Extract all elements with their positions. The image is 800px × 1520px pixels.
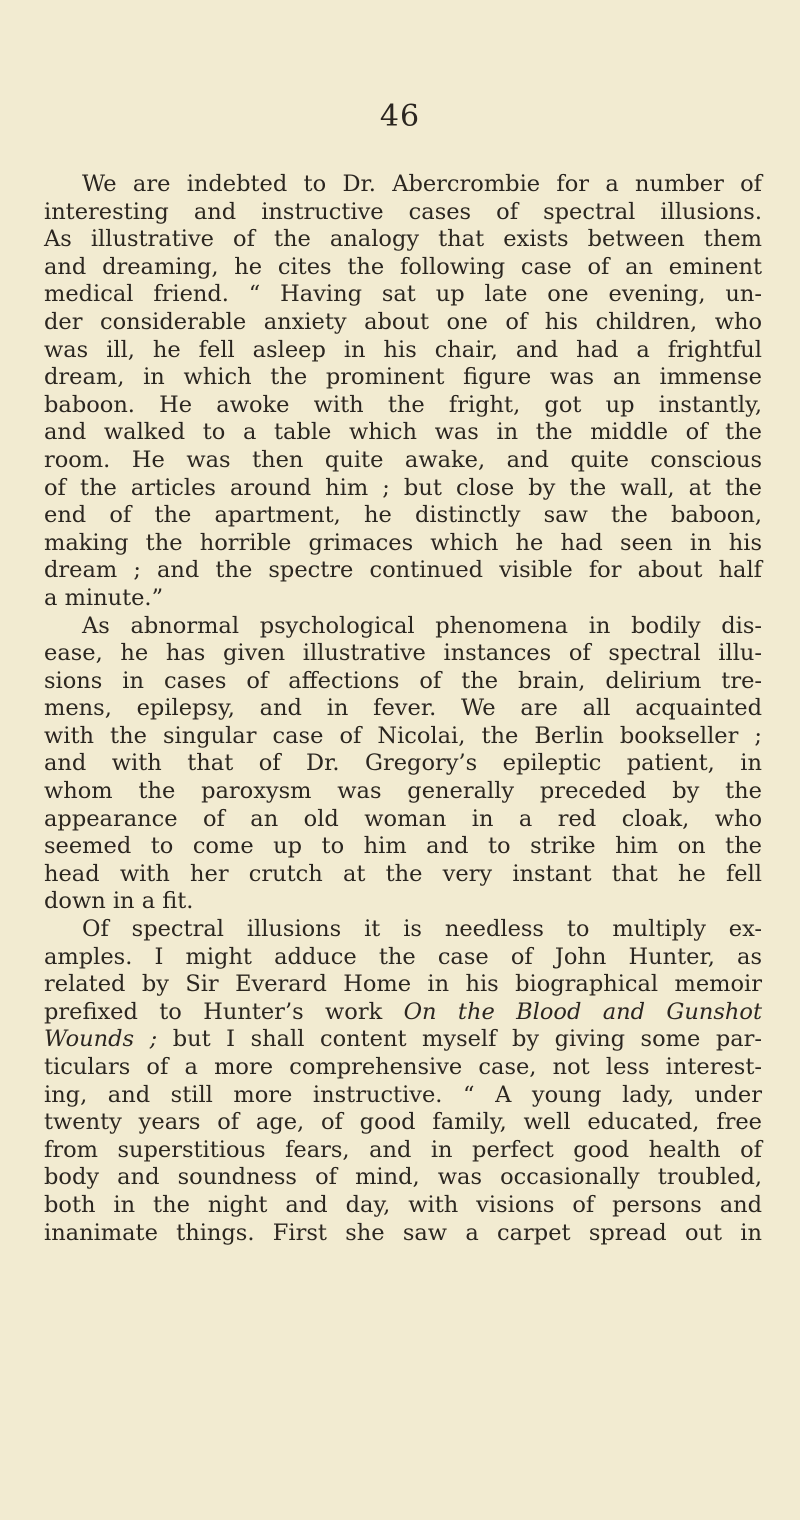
line-text: head with her crutch at the very instant that he fell <box>44 860 762 887</box>
line-text: ease, he has given illustrative instances of spectral illu- <box>44 640 762 667</box>
line-text: inanimate things. First she saw a carpet spread out in <box>44 1219 762 1246</box>
line-text: and walked to a table which was in the middle of the <box>44 419 762 446</box>
text-line <box>44 419 762 447</box>
text-line <box>44 668 762 696</box>
text-line <box>44 750 762 778</box>
page-number: 46 <box>379 99 421 134</box>
line-text: and with that of Dr. Gregory’s epileptic patient, in <box>44 750 762 777</box>
text-line <box>44 723 762 751</box>
line-text: both in the night and day, with visions of persons and <box>44 1191 762 1218</box>
text-line <box>44 861 762 889</box>
text-line <box>44 1192 762 1220</box>
line-text: of the articles around him ; but close by the wall, at the <box>44 474 762 501</box>
text-line <box>44 447 762 475</box>
italic-title: On the Blood and Gunshot <box>403 998 762 1025</box>
text-line <box>44 1109 762 1137</box>
line-text: making the horrible grimaces which he had seen in his <box>44 529 762 556</box>
line-text: whom the paroxysm was generally preceded by the <box>44 778 762 805</box>
line-text: with the singular case of Nicolai, the Berlin bookseller ; <box>44 722 762 749</box>
line-text: Of spectral illusions it is needless to multiply ex- <box>82 916 762 943</box>
text-line <box>44 475 762 503</box>
text-line <box>44 226 762 254</box>
text-line <box>44 281 762 309</box>
line-text: amples. I might adduce the case of John Hunter, as <box>44 943 762 970</box>
text-line <box>44 199 762 227</box>
line-text: was ill, he fell asleep in his chair, and had a frightful <box>44 336 762 363</box>
text-line <box>44 944 762 972</box>
line-text: related by Sir Everard Home in his biographical memoir <box>44 971 762 998</box>
text-line <box>44 1164 762 1192</box>
line-text: der considerable anxiety about one of his children, who <box>44 308 762 335</box>
line-text: mens, epilepsy, and in fever. We are all acquainted <box>44 695 762 722</box>
text-line <box>44 1054 762 1082</box>
text-line <box>44 695 762 723</box>
text-line <box>44 309 762 337</box>
text-line <box>44 916 762 944</box>
text-line <box>44 888 762 916</box>
line-text: sions in cases of affections of the brain, delirium tre- <box>44 667 762 694</box>
line-text: interesting and instructive cases of spectral illusions. <box>44 198 762 225</box>
text-line <box>44 1082 762 1110</box>
line-text: end of the apartment, he distinctly saw the baboon, <box>44 502 762 529</box>
text-line <box>44 171 762 199</box>
italic-title: Wounds ; <box>44 1026 158 1053</box>
line-text: As abnormal psychological phenomena in bodily dis- <box>82 612 762 639</box>
line-text: a minute.” <box>44 584 164 611</box>
line-text: medical friend. “ Having sat up late one evening, un- <box>44 281 762 308</box>
text-line <box>44 778 762 806</box>
line-text: seemed to come up to him and to strike him on the <box>44 833 762 860</box>
line-text: dream ; and the spectre continued visible for about half <box>44 557 762 584</box>
line-text: dream, in which the prominent figure was an immense <box>44 364 762 391</box>
text-line <box>44 833 762 861</box>
text-line <box>44 806 762 834</box>
text-line <box>44 557 762 585</box>
text-line <box>44 364 762 392</box>
text-line <box>44 337 762 365</box>
line-text: ing, and still more instructive. “ A young lady, under <box>44 1081 762 1108</box>
text-line <box>44 640 762 668</box>
text-line <box>44 1026 762 1054</box>
text-line <box>44 1220 762 1248</box>
line-text: As illustrative of the analogy that exists between them <box>44 226 762 253</box>
line-text: from superstitious fears, and in perfect good health of <box>44 1136 762 1163</box>
text-line <box>44 585 762 613</box>
text-line <box>44 999 762 1027</box>
line-text: room. He was then quite awake, and quite conscious <box>44 446 762 473</box>
line-text: baboon. He awoke with the fright, got up instantly, <box>44 391 762 418</box>
line-text: but I shall content myself by giving some par- <box>157 1026 762 1053</box>
line-text: appearance of an old woman in a red cloak, who <box>44 805 762 832</box>
text-line <box>44 530 762 558</box>
line-text: ticulars of a more comprehensive case, not less interest- <box>44 1054 762 1080</box>
text-line <box>44 613 762 641</box>
text-line <box>44 502 762 530</box>
text-line <box>44 392 762 420</box>
body-text <box>44 171 762 1247</box>
line-text: body and soundness of mind, was occasionally troubled, <box>44 1164 762 1191</box>
line-text: and dreaming, he cites the following case of an eminent <box>44 253 762 280</box>
text-line <box>44 1137 762 1165</box>
line-text: prefixed to Hunter’s work <box>44 998 404 1025</box>
line-text: down in a fit. <box>44 888 194 915</box>
text-line <box>44 254 762 282</box>
line-text: We are indebted to Dr. Abercrombie for a number of <box>82 171 762 197</box>
text-line <box>44 971 762 999</box>
line-text: twenty years of age, of good family, well educated, free <box>44 1109 762 1136</box>
